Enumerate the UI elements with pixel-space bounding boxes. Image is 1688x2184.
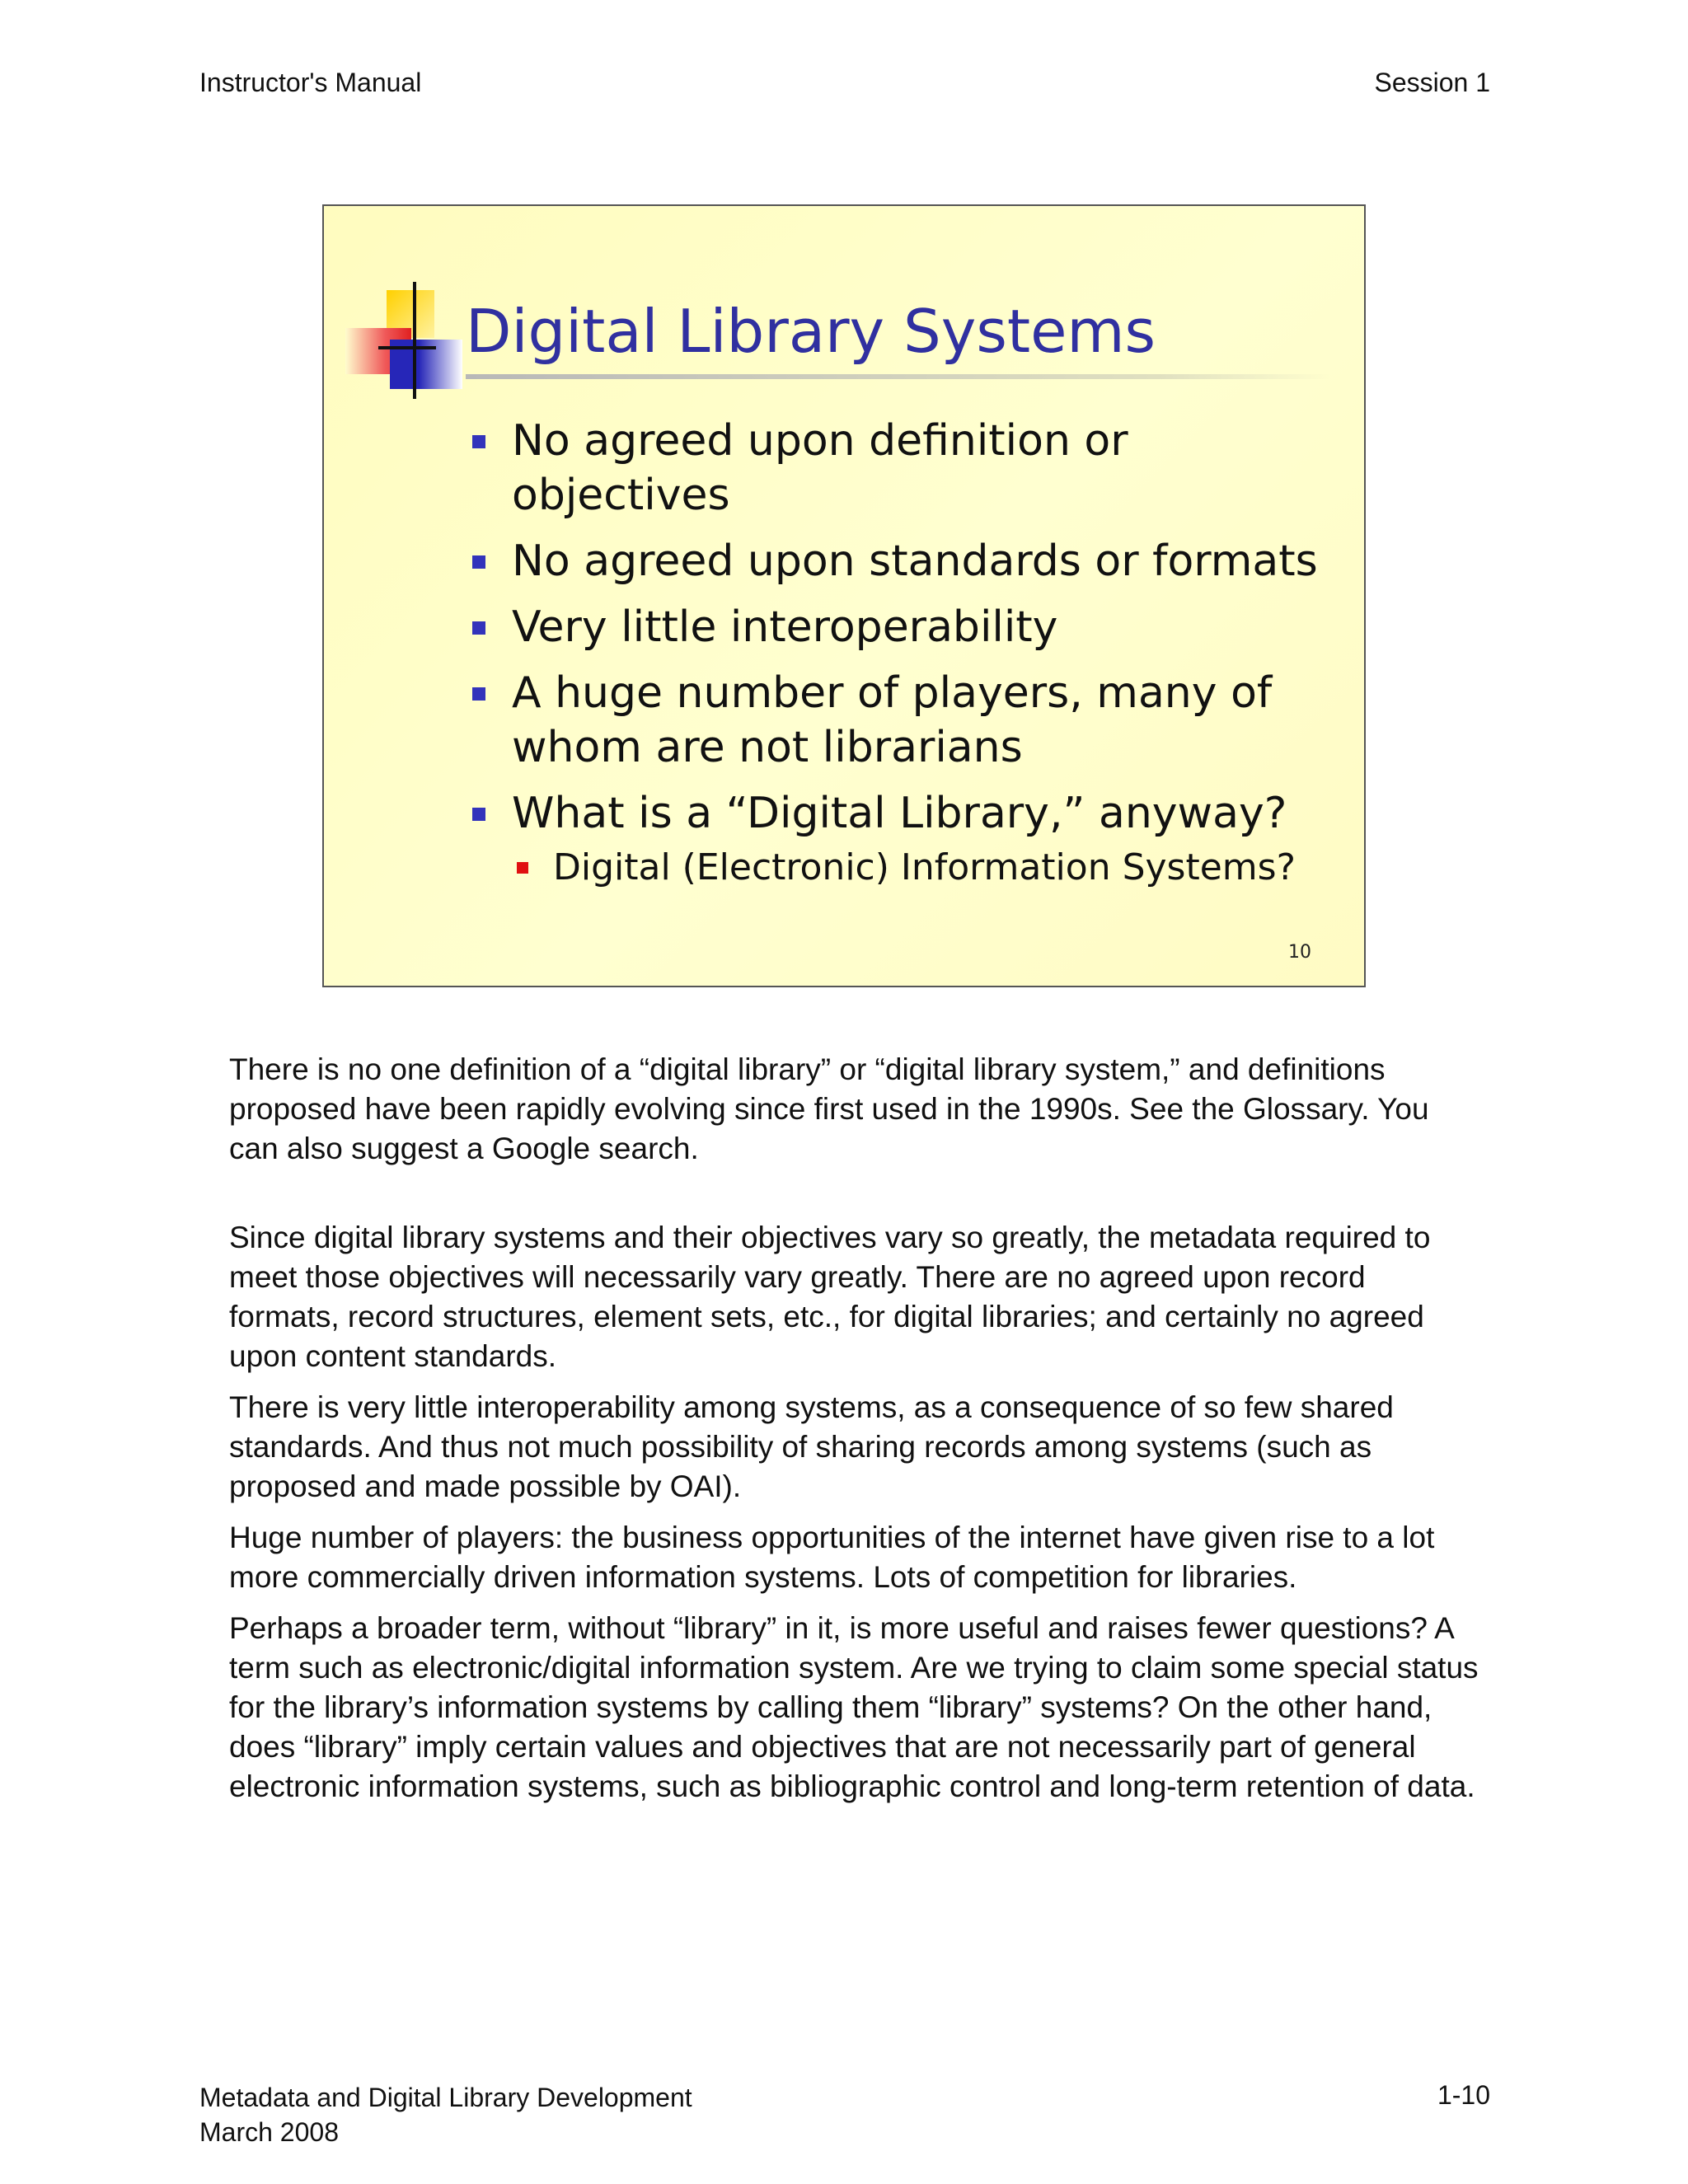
note-paragraph: There is no one definition of a “digital library” or “digital library system,” and definitions proposed have been rapidly evolving since first used in the 1990s. See the Glossary. You can also suggest a Google search. xyxy=(229,1052,1429,1165)
footer-course-title: Metadata and Digital Library Development xyxy=(199,2083,692,2112)
slide-bullet-list xyxy=(472,414,1346,903)
slide-bullet: No agreed upon standards or formats xyxy=(472,534,1346,588)
note-paragraph: Since digital library systems and their objectives vary so greatly, the metadata required to meet those objectives will necessarily vary greatly. There are no agreed upon record formats, record structures, element sets, etc., for digital libraries; and certainly no agreed upon content standards. xyxy=(229,1221,1431,1373)
footer-date: March 2008 xyxy=(199,2117,339,2147)
note-paragraph: There is very little interoperability among systems, as a consequence of so few shared standards. And thus not much possibility of sharing records among systems (such as proposed and made possible by OAI). xyxy=(229,1390,1394,1503)
header-left: Instructor's Manual xyxy=(199,68,422,97)
bullet-square-icon xyxy=(472,808,485,821)
title-underline xyxy=(466,374,1331,379)
instructor-notes xyxy=(229,1050,1482,1818)
slide-bullet: Very little interoperability xyxy=(472,600,1346,654)
note-paragraph: Huge number of players: the business opportunities of the internet have given rise to a lot more commercially driven information systems. Lots of competition for libraries. xyxy=(229,1521,1435,1594)
logo-vertical-line xyxy=(413,282,416,399)
bullet-square-icon xyxy=(472,687,485,701)
note-paragraph: Perhaps a broader term, without “library” in it, is more useful and raises fewer questions? A term such as electronic/digital information system. Are we trying to claim some special status for the library’s information systems by calling them “library” systems? On the other hand, does “library” imply certain values and objectives that are not necessarily part of general electronic information systems, such as bibliographic control and long-term retention of data. xyxy=(229,1611,1479,1803)
header-right: Session 1 xyxy=(1374,68,1490,97)
slide-sub-bullet-list xyxy=(517,844,1346,892)
logo-horizontal-line xyxy=(378,346,436,349)
slide-title: Digital Library Systems xyxy=(466,297,1156,366)
footer-page-number: 1-10 xyxy=(1437,2080,1490,2110)
bullet-square-icon xyxy=(472,435,485,448)
sub-bullet-square-icon xyxy=(517,862,528,874)
slide-bullet: A huge number of players, many of whom are not librarians xyxy=(472,666,1346,775)
slide xyxy=(322,204,1366,987)
slide-bullet: What is a “Digital Library,” anyway? Digital (Electronic) Information Systems? xyxy=(472,786,1346,892)
slide-sub-bullet: Digital (Electronic) Information Systems? xyxy=(517,844,1346,892)
slide-bullet: No agreed upon definition or objectives xyxy=(472,414,1346,523)
footer-left xyxy=(199,2080,692,2149)
slide-page-number: 10 xyxy=(1288,942,1311,963)
bullet-square-icon xyxy=(472,555,485,569)
bullet-square-icon xyxy=(472,621,485,635)
